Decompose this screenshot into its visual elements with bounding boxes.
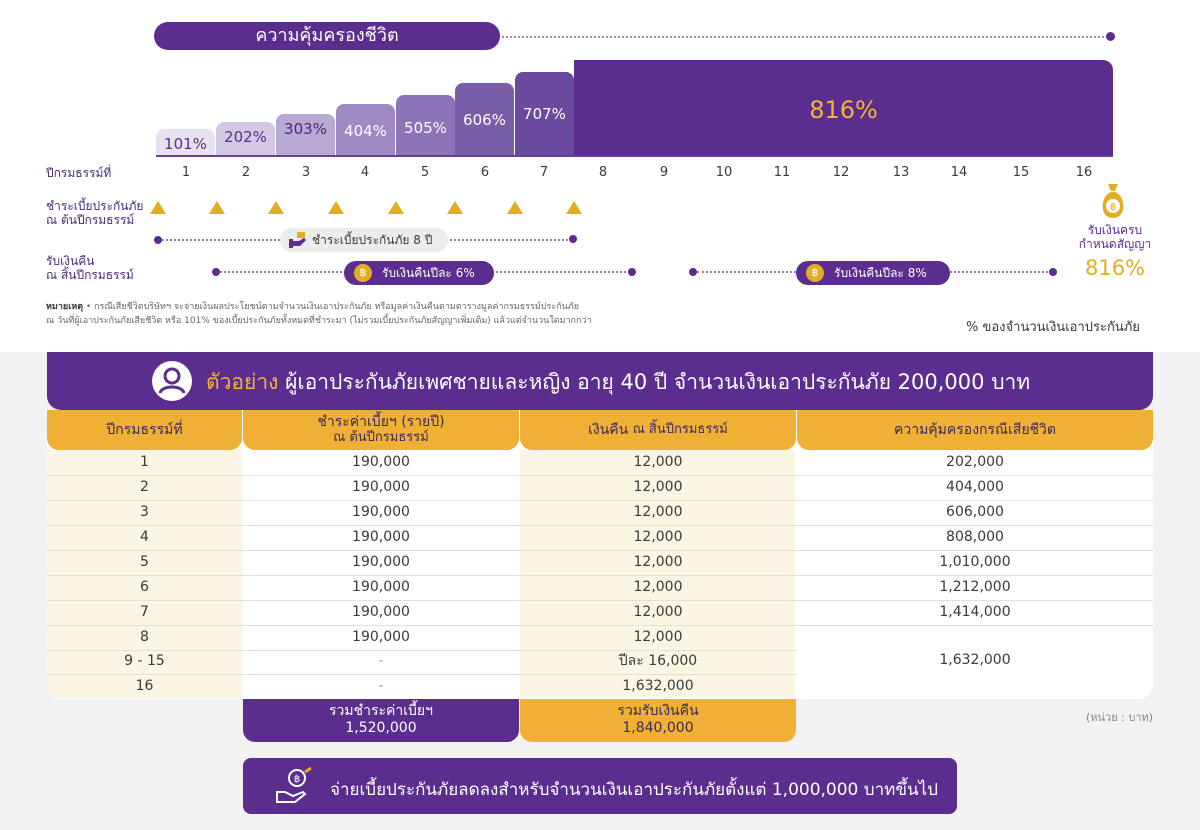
- refund-row-label: [46, 254, 134, 282]
- refund-6pct-text: รับเงินคืนปีละ 6%: [382, 266, 475, 280]
- total-premium-value: 1,520,000: [345, 720, 417, 736]
- pay-row-label-line1: ชำระเบี้ยประกันภัย: [46, 199, 144, 213]
- cell-premium: 190,000: [352, 554, 410, 570]
- cell-year: 6: [140, 579, 149, 595]
- cell-premium: 190,000: [352, 504, 410, 520]
- example-text: [206, 366, 1030, 399]
- cell-premium: 190,000: [352, 579, 410, 595]
- header-premium: [243, 410, 519, 450]
- maturity-moneybag-icon: [1098, 182, 1128, 220]
- year-number: 14: [950, 165, 968, 180]
- header-year: [47, 410, 242, 450]
- total-cashback-box: [520, 699, 796, 742]
- refund1-end-dot: [628, 268, 636, 276]
- step-year-3: 303%: [276, 114, 335, 156]
- payment-triangle-icon: [566, 201, 582, 214]
- cell-year: 1: [140, 454, 149, 470]
- step-year-8-16: 816%: [574, 60, 1113, 156]
- header-year-text: ปีกรมธรรม์ที่: [106, 422, 183, 438]
- cell-year: 16: [135, 678, 154, 694]
- note-text: [46, 300, 886, 328]
- cell-premium: -: [378, 678, 384, 694]
- step-year-6: 606%: [455, 83, 514, 156]
- header-death: [797, 410, 1153, 450]
- year-number: 12: [832, 165, 850, 180]
- cell-year: 8: [140, 629, 149, 645]
- cell-year: 9 - 15: [124, 653, 165, 669]
- note-line2: ณ วันที่ผู้เอาประกันภัยเสียชีวิต หรือ 101% ของเบี้ยประกันภัยทั้งหมดที่ชำระมา (ไม่รวมเบี้ยประกันภัยสัญญาเพิ่มเติม) แล้วแต่จำนวนใดมากกว่า: [46, 316, 592, 326]
- cell-death: 404,000: [946, 479, 1004, 495]
- pay-duration-text: ชำระเบี้ยประกันภัย 8 ปี: [312, 233, 433, 247]
- coverage-dotline: [502, 36, 1108, 38]
- cell-cashback: ปีละ 16,000: [618, 653, 698, 669]
- cell-cashback: 12,000: [633, 629, 683, 645]
- pay-end-dot: [569, 235, 577, 243]
- hand-coin-icon: [275, 766, 315, 806]
- year-number: 5: [420, 165, 430, 180]
- payment-triangle-icon: [507, 201, 523, 214]
- note-line1: [46, 300, 886, 314]
- cell-premium: 190,000: [352, 604, 410, 620]
- coverage-end-dot: [1106, 32, 1115, 41]
- moneybag-icon: ฿: [354, 264, 372, 282]
- cell-premium: 190,000: [352, 454, 410, 470]
- header-cashback: [520, 410, 796, 450]
- payment-triangle-icon: [328, 201, 344, 214]
- cell-death: 808,000: [946, 529, 1004, 545]
- cell-cashback: 12,000: [633, 604, 683, 620]
- total-premium-box: [243, 699, 519, 742]
- cell-year: 5: [140, 554, 149, 570]
- moneybag-icon: ฿: [806, 264, 824, 282]
- refund-8pct-text: รับเงินคืนปีละ 8%: [834, 266, 927, 280]
- total-cashback-label: รวมรับเงินคืน: [617, 703, 699, 719]
- payment-triangle-icon: [447, 201, 463, 214]
- year-number: 9: [659, 165, 669, 180]
- refund-row-label-line1: รับเงินคืน: [46, 254, 95, 268]
- cell-death: 606,000: [946, 504, 1004, 520]
- refund1-start-dot: [212, 268, 220, 276]
- refund-8pct-pill: [796, 261, 950, 285]
- refund-6pct-pill: [344, 261, 494, 285]
- pay-duration-pill: [280, 228, 448, 252]
- cell-year: 2: [140, 479, 149, 495]
- year-row-label: ปีกรมธรรม์ที่: [46, 166, 112, 180]
- person-icon: [152, 361, 192, 401]
- maturity-label: [1060, 223, 1170, 251]
- discount-text: จ่ายเบี้ยประกันภัยลดลงสำหรับจำนวนเงินเอาประกันภัยตั้งแต่ 1,000,000 บาทขึ้นไป: [330, 780, 938, 800]
- total-premium-label: รวมชำระค่าเบี้ยฯ: [329, 703, 433, 719]
- year-number: 16: [1075, 165, 1093, 180]
- example-description: ผู้เอาประกันภัยเพศชายและหญิง อายุ 40 ปี จำนวนเงินเอาประกันภัย 200,000 บาท: [285, 370, 1031, 394]
- year-number: 15: [1012, 165, 1030, 180]
- year-number: 2: [241, 165, 251, 180]
- step-year-1: 101%: [156, 129, 215, 156]
- svg-text:฿: ฿: [1109, 202, 1117, 213]
- cell-premium: 190,000: [352, 629, 410, 645]
- maturity-value: 816%: [1084, 256, 1146, 280]
- header-premium-line1: ชำระค่าเบี้ยฯ (รายปี): [317, 414, 445, 430]
- note-label: หมายเหตุ: [46, 302, 84, 312]
- refund-row-label-line2: ณ สิ้นปีกรมธรรม์: [46, 268, 134, 282]
- cell-cashback: 12,000: [633, 579, 683, 595]
- cell-death: 1,212,000: [939, 579, 1011, 595]
- pay-row-label: [46, 199, 143, 227]
- note-line1-text: • กรณีเสียชีวิตบริษัทฯ จะจ่ายเงินผลประโยชน์ตามจำนวนเงินเอาประกันภัย หรือมูลค่าเงินคืนตามตารางมูลค่ากรมธรรม์ประกันภัย: [85, 302, 580, 312]
- cell-cashback: 12,000: [633, 554, 683, 570]
- pay-row-label-line2: ณ ต้นปีกรมธรรม์: [46, 213, 135, 227]
- timeline-axis: [156, 155, 1113, 157]
- header-cashback-line1: เงินคืน: [588, 422, 629, 438]
- svg-text:฿: ฿: [293, 774, 301, 785]
- year-number: 3: [301, 165, 311, 180]
- refund2-end-dot: [1049, 268, 1057, 276]
- header-premium-line2: ณ ต้นปีกรมธรรม์: [333, 430, 429, 445]
- payment-triangle-icon: [388, 201, 404, 214]
- year-number: 8: [598, 165, 608, 180]
- year-number: 11: [773, 165, 791, 180]
- payment-triangle-icon: [268, 201, 284, 214]
- cell-year: 3: [140, 504, 149, 520]
- cell-death: 1,010,000: [939, 554, 1011, 570]
- year-number: 13: [892, 165, 910, 180]
- refund2-start-dot: [689, 268, 697, 276]
- cell-year: 7: [140, 604, 149, 620]
- cell-death-merged: 1,632,000: [939, 652, 1011, 668]
- payment-triangle-icon: [209, 201, 225, 214]
- header-cashback-line2: ณ สิ้นปีกรมธรรม์: [632, 422, 728, 437]
- year-number: 6: [480, 165, 490, 180]
- cell-premium: -: [378, 653, 384, 669]
- example-lead: ตัวอย่าง: [206, 370, 279, 394]
- step-year-4: 404%: [336, 104, 395, 156]
- step-year-2: 202%: [216, 122, 275, 156]
- step-year-5: 505%: [396, 95, 455, 156]
- cell-cashback: 12,000: [633, 454, 683, 470]
- year-number: 4: [360, 165, 370, 180]
- payment-triangle-icon: [150, 201, 166, 214]
- cell-death: 202,000: [946, 454, 1004, 470]
- coverage-title: ความคุ้มครองชีวิต: [154, 22, 500, 50]
- cell-cashback: 1,632,000: [622, 678, 694, 694]
- step-year-7: 707%: [515, 72, 574, 156]
- year-number: 10: [715, 165, 733, 180]
- unit-label: (หน่วย : บาท): [1086, 711, 1154, 724]
- year-number: 7: [539, 165, 549, 180]
- cell-premium: 190,000: [352, 479, 410, 495]
- maturity-label-line2: กำหนดสัญญา: [1078, 237, 1152, 251]
- cell-cashback: 12,000: [633, 504, 683, 520]
- payment-hand-icon: [288, 231, 308, 249]
- cell-death: 1,414,000: [939, 604, 1011, 620]
- header-death-text: ความคุ้มครองกรณีเสียชีวิต: [893, 422, 1056, 438]
- cell-cashback: 12,000: [633, 479, 683, 495]
- percent-caption: % ของจำนวนเงินเอาประกันภัย: [966, 320, 1140, 335]
- pay-start-dot: [154, 236, 162, 244]
- cell-premium: 190,000: [352, 529, 410, 545]
- cell-year: 4: [140, 529, 149, 545]
- total-cashback-value: 1,840,000: [622, 720, 694, 736]
- year-number: 1: [181, 165, 191, 180]
- cell-cashback: 12,000: [633, 529, 683, 545]
- maturity-label-line1: รับเงินครบ: [1087, 223, 1143, 237]
